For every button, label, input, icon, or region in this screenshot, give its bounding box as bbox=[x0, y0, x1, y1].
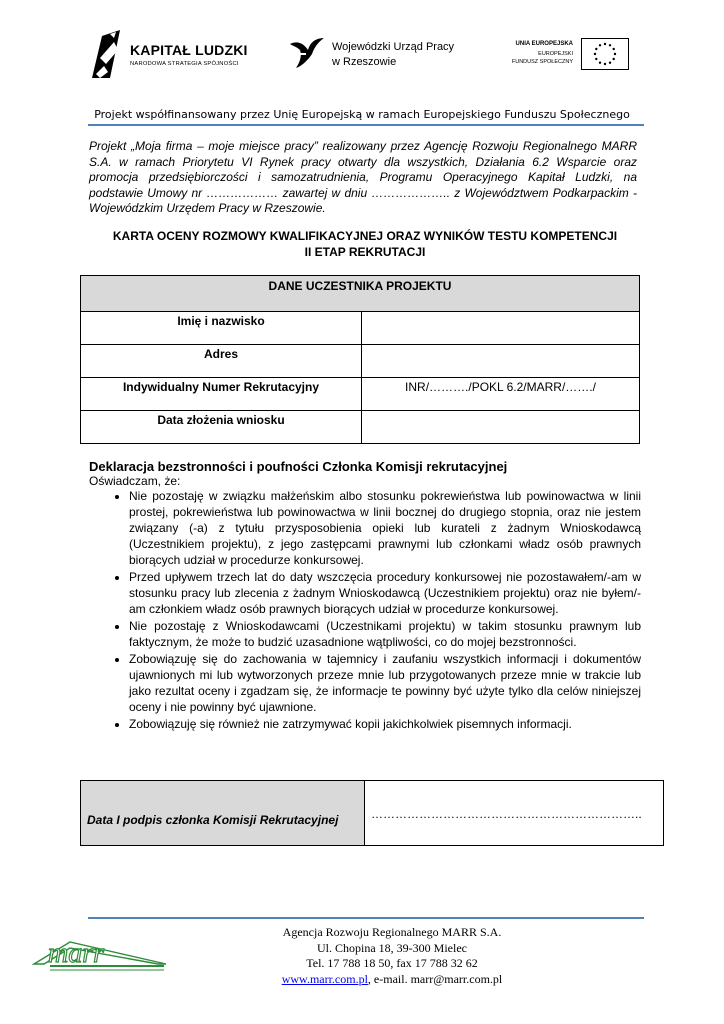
footer-org: Agencja Rozwoju Regionalnego MARR S.A. bbox=[282, 925, 502, 939]
footer-divider bbox=[88, 917, 644, 919]
kapital-ludzki-title: KAPITAŁ LUDZKI bbox=[130, 42, 248, 58]
declaration-title: Deklaracja bezstronności i poufności Członka Komisji rekrutacyjnej bbox=[89, 459, 508, 474]
footer-street: Ul. Chopina 18, 39-300 Mielec bbox=[317, 940, 467, 955]
inr-label: Indywidualny Numer Rekrutacyjny bbox=[81, 378, 362, 411]
eu-line1: UNIA EUROPEJSKA bbox=[515, 41, 573, 47]
declaration-item: • Zobowiązuję się również nie zatrzymywać kopii jakichkolwiek pisemnych informacji. bbox=[129, 716, 641, 732]
wup-line2: w Rzeszowie bbox=[332, 56, 397, 68]
declaration-item: • Przed upływem trzech lat do daty wszczęcia procedury konkursowej nie pozostawałem/-am w stosunku pracy lub zlecenia z żadnym Wnioskodawcą (Uczestnikiem projektu) oraz nie byłem/-am członkiem władz osób prawnych biorących udział w procedurze konkursowej. bbox=[129, 569, 641, 617]
declaration-item: • Nie pozostaję w związku małżeńskim albo stosunku pokrewieństwa lub powinowactwa w linii prostej, pokrewieństwa lub powinowactwa w linii bocznej do drugiego stopnia, oraz nie jestem związany (-a) z tytułu przysposobienia opieki lub kurateli z żadnym Wnioskodawcą (Uczestnikiem projektu), z jego zastępcami prawnymi lub członkami władz osób prawnych biorących udział w procedurze konkursowej. bbox=[129, 488, 641, 568]
website-link[interactable]: www.marr.com.pl bbox=[281, 971, 368, 986]
title-line1: KARTA OCENY ROZMOWY KWALIFIKACYJNEJ ORAZ WYNIKÓW TESTU KOMPETENCJI bbox=[112, 229, 618, 243]
participant-table-header: DANE UCZESTNIKA PROJEKTU bbox=[81, 276, 640, 312]
kapital-ludzki-subtitle: NARODOWA STRATEGIA SPÓJNOŚCI bbox=[130, 61, 239, 67]
declaration-intro: Oświadczam, że: bbox=[89, 474, 181, 488]
application-date-label: Data złożenia wniosku bbox=[81, 411, 362, 444]
declaration-list bbox=[89, 488, 641, 733]
footer-email: , e-mail. marr@marr.com.pl bbox=[367, 971, 503, 986]
signature-table bbox=[80, 780, 664, 846]
title-line2: II ETAP REKRUTACJI bbox=[304, 245, 426, 259]
footer-address bbox=[200, 925, 584, 987]
wup-bird-icon bbox=[288, 34, 326, 70]
address-label: Adres bbox=[81, 345, 362, 378]
kapital-ludzki-logo bbox=[90, 28, 260, 82]
project-intro: Projekt „Moja firma – moje miejsce pracy” realizowany przez Agencję Rozwoju Regionalnego MARR S.A. w ramach Priorytetu VI Rynek pracy otwarty dla wszystkich, Działania 6.2 Wsparcie oraz promocja przedsiębiorczości i samozatrudnienia, Programu Operacyjnego Kapitał Ludzki, na podstawie Umowy nr ……………… zawartej w dniu ……………….. z Województwem Podkarpackim - Wojewódzkim Urzędem Pracy w Rzeszowie. bbox=[89, 139, 637, 216]
declaration-item: • Zobowiązuję się do zachowania w tajemnicy i zaufaniu wszystkich informacji i dokumentów ujawnionych mi lub wytworzonych przeze mnie lub przygotowanych przeze mnie w trakcie lub jako rezultat oceny i zgadzam się, że informacje te powinny być użyte tylko dla celów niniejszej oceny i nie powinny być ujawnione. bbox=[129, 651, 641, 715]
marr-logo-text: marr bbox=[48, 938, 105, 969]
wup-line1: Wojewódzki Urząd Pracy bbox=[332, 41, 455, 53]
marr-logo bbox=[30, 932, 170, 972]
application-date-field[interactable] bbox=[362, 411, 640, 444]
header-logos bbox=[0, 0, 724, 100]
wup-logo bbox=[288, 34, 455, 74]
eu-line2: EUROPEJSKI bbox=[538, 51, 573, 57]
eu-line3: FUNDUSZ SPOŁECZNY bbox=[511, 59, 573, 65]
eu-logo bbox=[503, 38, 633, 72]
eu-flag-icon bbox=[581, 38, 629, 70]
header-divider bbox=[88, 124, 644, 126]
footer-phone: Tel. 17 788 18 50, fax 17 788 32 62 bbox=[306, 956, 478, 970]
name-field[interactable] bbox=[362, 312, 640, 345]
kapital-ludzki-emblem-icon bbox=[90, 28, 124, 80]
name-label: Imię i nazwisko bbox=[81, 312, 362, 345]
page-title bbox=[89, 228, 641, 260]
signature-field[interactable]: ………………………………………………………….. bbox=[365, 781, 664, 846]
declaration-item: • Nie pozostaję z Wnioskodawcami (Uczestnikami projektu) w takim stosunku prawnym lub faktycznym, że może to budzić uzasadnione wątpliwości, co do mojej bezstronności. bbox=[129, 618, 641, 650]
signature-label: Data I podpis członka Komisji Rekrutacyjnej bbox=[81, 781, 365, 846]
participant-table bbox=[80, 275, 640, 444]
inr-field[interactable]: INR/………./POKL 6.2/MARR/……./ bbox=[362, 378, 640, 411]
cofinancing-note: Projekt współfinansowany przez Unię Europejską w ramach Europejskiego Funduszu Społecznego bbox=[94, 108, 630, 121]
address-field[interactable] bbox=[362, 345, 640, 378]
footer-contact bbox=[200, 972, 584, 988]
